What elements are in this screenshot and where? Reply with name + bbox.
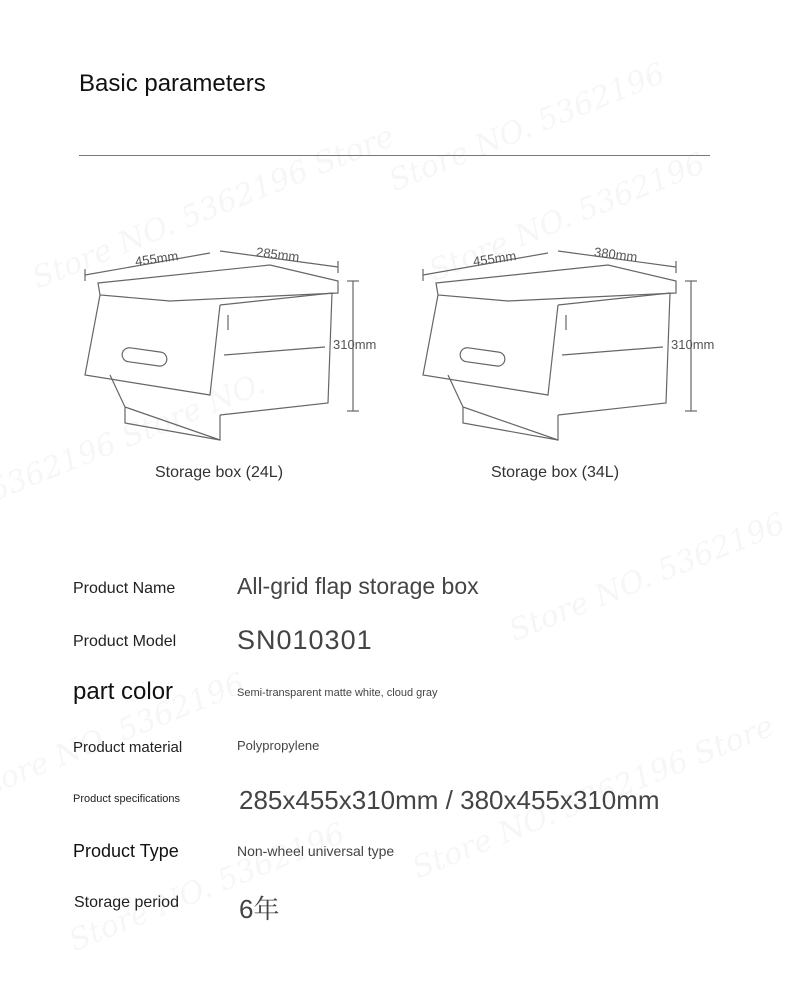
depth-dimension: 285mm bbox=[255, 244, 301, 265]
storage-box-34l-diagram bbox=[408, 235, 728, 450]
param-label-model: Product Model bbox=[73, 633, 177, 650]
height-dimension: 310mm bbox=[671, 337, 715, 352]
storage-box-24l-diagram bbox=[70, 235, 390, 450]
depth-dimension: 380mm bbox=[593, 244, 639, 265]
divider bbox=[79, 155, 710, 156]
param-label-material: Product material bbox=[73, 739, 183, 756]
param-value-specifications: 285x455x310mm / 380x455x310mm bbox=[239, 785, 660, 815]
param-label-specifications: Product specifications bbox=[73, 793, 180, 805]
param-label-color: part color bbox=[73, 678, 174, 705]
page-title: Basic parameters bbox=[79, 70, 266, 97]
param-label-storage-period: Storage period bbox=[74, 894, 179, 911]
width-dimension: 455mm bbox=[134, 248, 180, 269]
param-value-material: Polypropylene bbox=[237, 738, 320, 753]
param-value-storage-period: 6年 bbox=[239, 894, 280, 924]
width-dimension: 455mm bbox=[472, 248, 518, 269]
param-label-name: Product Name bbox=[73, 580, 176, 597]
height-dimension: 310mm bbox=[333, 337, 377, 352]
param-value-color: Semi-transparent matte white, cloud gray bbox=[237, 687, 438, 699]
param-value-type: Non-wheel universal type bbox=[237, 843, 395, 859]
param-label-type: Product Type bbox=[73, 841, 179, 861]
param-value-name: All-grid flap storage box bbox=[237, 573, 479, 599]
param-value-model: SN010301 bbox=[237, 625, 373, 655]
storage-box-34l-caption: Storage box (34L) bbox=[490, 464, 620, 481]
storage-box-24l-caption: Storage box (24L) bbox=[154, 464, 284, 481]
